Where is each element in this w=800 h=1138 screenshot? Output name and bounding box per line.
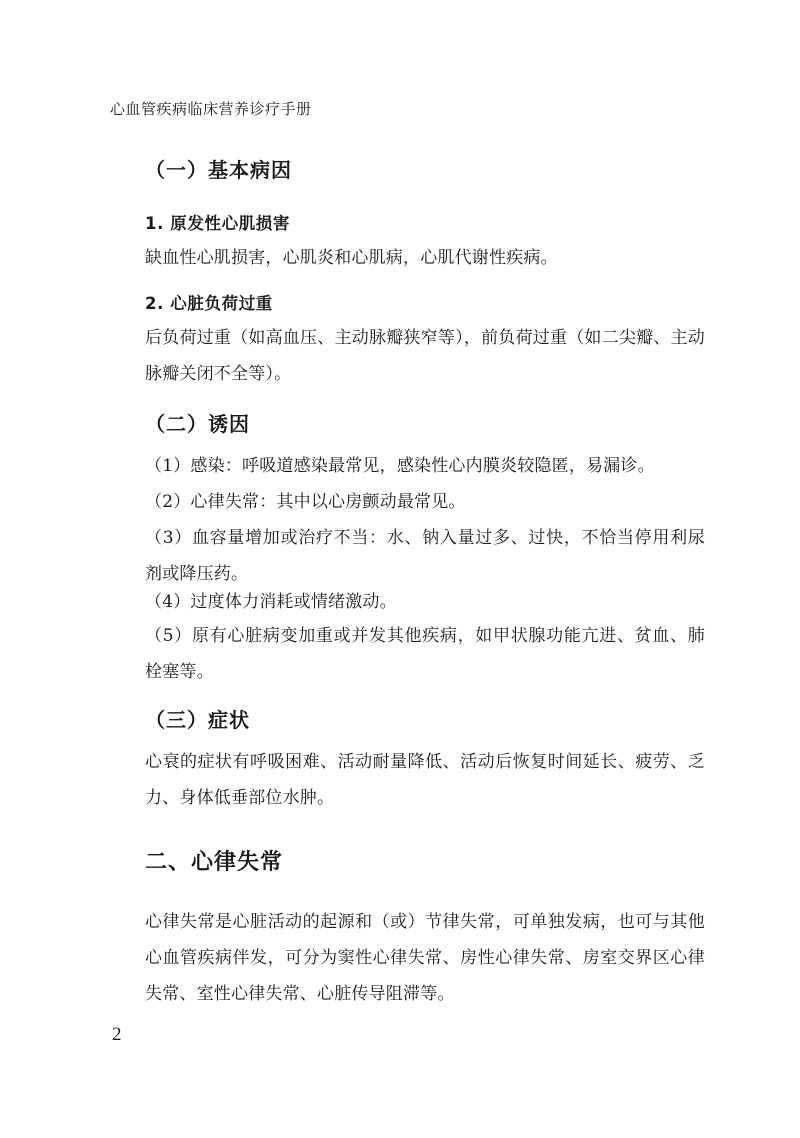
list-item: （4）过度体力消耗或情绪激动。 <box>145 592 397 612</box>
list-item: （5）原有心脏病变加重或并发其他疾病，如甲状腺功能亢进、贫血、肺栓塞等。 <box>145 626 705 682</box>
page-number: 2 <box>112 1024 122 1045</box>
section-heading-triggers: （二）诱因 <box>145 412 250 436</box>
list-item: （3）血容量增加或治疗不当：水、钠入量过多、过快，不恰当停用利尿剂或降压药。 <box>145 528 705 584</box>
section-heading-symptoms: （三）症状 <box>145 708 250 732</box>
section-heading-basic-causes: （一）基本病因 <box>145 158 292 182</box>
running-header: 心血管疾病临床营养诊疗手册 <box>110 100 312 118</box>
subheading-cardiac-overload: 2. 心脏负荷过重 <box>145 294 273 313</box>
paragraph-primary-myocardial-damage: 缺血性心肌损害，心肌炎和心肌病，心肌代谢性疾病。 <box>145 248 558 268</box>
paragraph-symptoms: 心衰的症状有呼吸困难、活动耐量降低、活动后恢复时间延长、疲劳、乏力、身体低垂部位水肿。 <box>145 752 705 808</box>
list-item: （2）心律失常：其中以心房颤动最常见。 <box>145 492 466 512</box>
chapter-heading-arrhythmia: 二、心律失常 <box>145 850 284 875</box>
list-item: （1）感染：呼吸道感染最常见，感染性心内膜炎较隐匿，易漏诊。 <box>145 456 655 476</box>
paragraph-arrhythmia: 心律失常是心脏活动的起源和（或）节律失常，可单独发病，也可与其他心血管疾病伴发，可分为窦性心律失常、房性心律失常、房室交界区心律失常、室性心律失常、心脏传导阻滞等。 <box>145 912 705 1004</box>
paragraph-cardiac-overload: 后负荷过重（如高血压、主动脉瓣狭窄等），前负荷过重（如二尖瓣、主动脉瓣关闭不全等）。 <box>145 328 705 384</box>
subheading-primary-myocardial-damage: 1. 原发性心肌损害 <box>145 214 290 233</box>
